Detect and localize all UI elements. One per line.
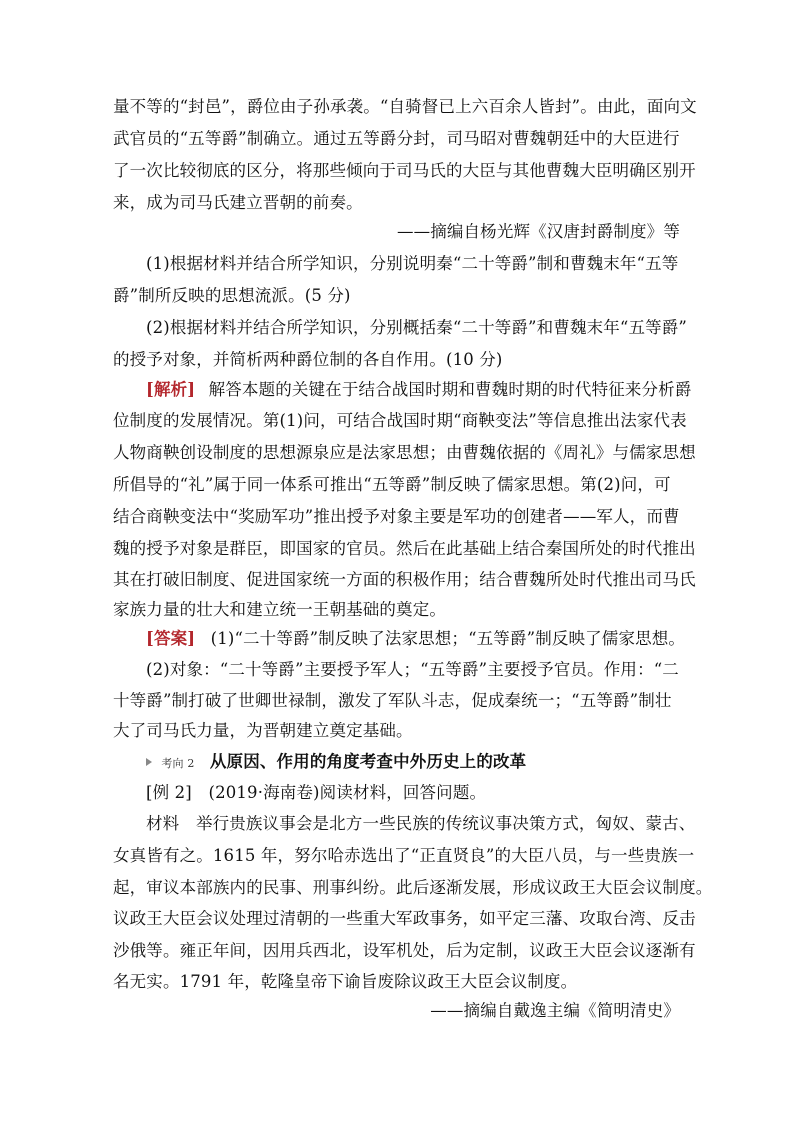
material-line: 沙俄等。雍正年间，因用兵西北，设军机处，后为定制，议政王大臣会议逐渐有 [113,941,696,960]
analysis-tag: [解析] [146,380,196,399]
kaoxiang-heading [146,752,526,774]
material-line: 议政王大臣会议处理过清朝的一些重大军政事务，如平定三藩、攻取台湾、反击 [113,909,696,928]
kaoxiang-tag: 考向 2 [161,757,195,770]
analysis-line: 魏的授予对象是群臣，即国家的官员。然后在此基础上结合秦国所处的时代推出 [113,539,696,558]
question-1-line: (1)根据材料并结合所学知识，分别说明秦“二十等爵”制和曹魏末年“五等 [146,254,679,273]
material-line: 材料 举行贵族议事会是北方一些民族的传统议事决策方式，匈奴、蒙古、 [146,814,696,833]
analysis-text: 解答本题的关键在于结合战国时期和曹魏时期的时代特征来分析爵 [208,380,692,399]
analysis-line: 其在打破旧制度、促进国家统一方面的积极作用；结合曹魏所处时代推出司马氏 [113,570,696,589]
paragraph-line: 了一次比较彻底的区分，将那些倾向于司马氏的大臣与其他曹魏大臣明确区别开 [113,161,696,180]
question-2-line: (2)根据材料并结合所学知识，分别概括秦“二十等爵”和曹魏末年“五等爵” [146,318,688,337]
analysis-line: 位制度的发展情况。第(1)问，可结合战国时期“商鞅变法”等信息推出法家代表 [113,411,687,430]
material-line: 名无实。1791 年，乾隆皇帝下谕旨废除议政王大臣会议制度。 [113,972,578,991]
question-2-line: 的授予对象，并简析两种爵位制的各自作用。(10 分) [113,350,503,369]
analysis-line: 家族力量的壮大和建立统一王朝基础的奠定。 [113,600,446,619]
answer-line: (2)对象：“二十等爵”主要授予军人；“五等爵”主要授予官员。作用：“二 [146,660,679,679]
answer-line: 十等爵”制打破了世卿世禄制，激发了军队斗志，促成秦统一；“五等爵”制壮 [113,691,672,710]
paragraph-line: 来，成为司马氏建立晋朝的前奏。 [113,193,363,212]
answer-line: 大了司马氏力量，为晋朝建立奠定基础。 [113,721,413,740]
analysis-line: 人物商鞅创设制度的思想源泉应是法家思想；由曹魏依据的《周礼》与儒家思想 [113,443,696,462]
analysis-first-line [146,380,691,400]
answer-text: (1)“二十等爵”制反映了法家思想；“五等爵”制反映了儒家思想。 [210,629,686,648]
triangle-marker-icon [146,758,152,766]
material-line: 起，审议本部族内的民事、刑事纠纷。此后逐渐发展，形成议政王大臣会议制度。 [113,878,713,897]
answer-first-line [146,629,685,649]
kaoxiang-title: 从原因、作用的角度考查中外历史上的改革 [209,752,527,771]
source-citation: ——摘编自戴逸主编《简明清史》 [430,1001,680,1020]
question-1-line: 爵”制所反映的思想流派。(5 分) [113,286,351,305]
analysis-line: 结合商鞅变法中“奖励军功”推出授予对象主要是军功的创建者——军人，而曹 [113,507,680,526]
example-heading: [例 2] (2019·海南卷)阅读材料，回答问题。 [146,783,487,802]
paragraph-line: 武官员的“五等爵”制确立。通过五等爵分封，司马昭对曹魏朝廷中的大臣进行 [113,129,680,148]
analysis-line: 所倡导的“礼”属于同一体系可推出“五等爵”制反映了儒家思想。第(2)问，可 [113,475,671,494]
source-citation: ——摘编自杨光辉《汉唐封爵制度》等 [396,222,680,241]
paragraph-line: 量不等的“封邑”，爵位由子孙承袭。“自骑督已上六百余人皆封”。由此，面向文 [113,97,697,116]
material-line: 女真皆有之。1615 年，努尔哈赤选出了“正直贤良”的大臣八员，与一些贵族一 [113,846,695,865]
answer-tag: [答案] [146,629,196,648]
